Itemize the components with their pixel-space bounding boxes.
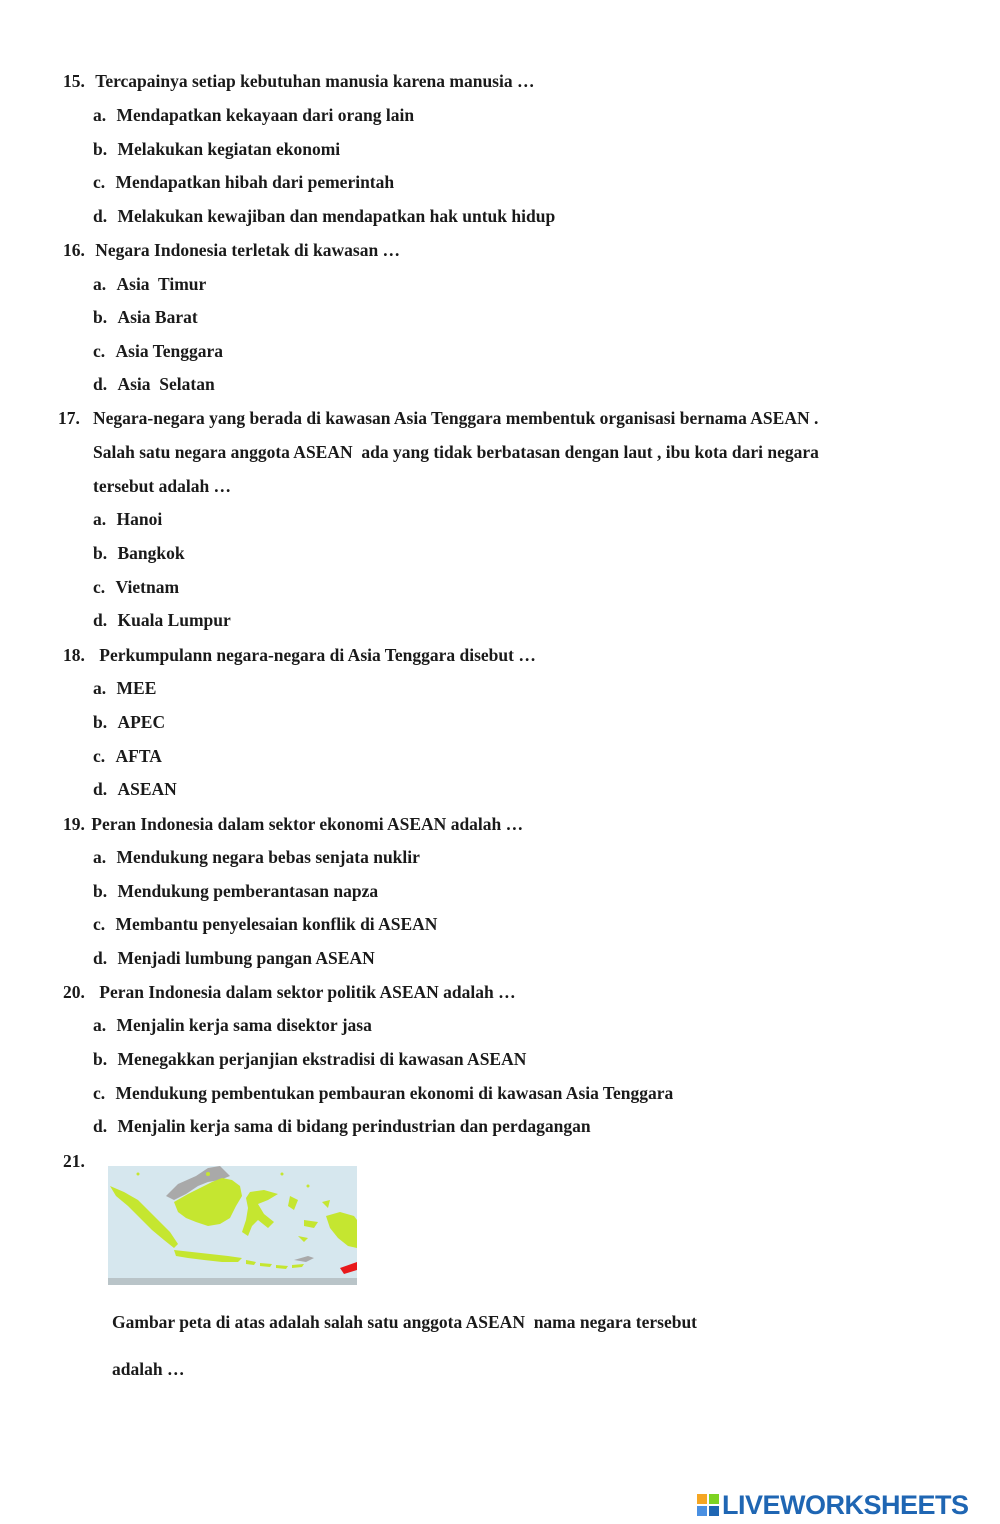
option-20-b[interactable]: [93, 1048, 526, 1070]
java-island: [174, 1250, 242, 1262]
question-number: 18.: [63, 645, 85, 665]
question-text: Peran Indonesia dalam sektor politik ASEAN adalah …: [99, 982, 516, 1002]
option-18-c[interactable]: [93, 745, 162, 767]
option-letter: b.: [93, 881, 108, 901]
map-bottom-strip: [108, 1278, 357, 1285]
option-text: MEE: [116, 678, 157, 698]
sulawesi-island: [242, 1190, 278, 1236]
papua-island: [326, 1212, 357, 1248]
small-island: [137, 1173, 140, 1176]
option-letter: c.: [93, 577, 106, 597]
option-text: Hanoi: [116, 509, 163, 529]
option-20-a[interactable]: [93, 1014, 372, 1036]
option-text: Vietnam: [115, 577, 180, 597]
option-text: AFTA: [115, 746, 162, 766]
question-15: [63, 70, 535, 92]
option-text: Mendukung negara bebas senjata nuklir: [116, 847, 420, 867]
option-18-d[interactable]: [93, 778, 177, 800]
option-17-a[interactable]: [93, 508, 162, 530]
option-15-a[interactable]: [93, 104, 414, 126]
option-text: APEC: [117, 712, 166, 732]
option-text: Mendukung pembentukan pembauran ekonomi di kawasan Asia Tenggara: [115, 1083, 674, 1103]
option-letter: a.: [93, 1015, 107, 1035]
small-island: [307, 1185, 310, 1188]
option-17-c[interactable]: [93, 576, 179, 598]
option-letter: d.: [93, 206, 108, 226]
question-21-number: 21.: [63, 1151, 85, 1171]
logo-text: LIVEWORKSHEETS: [722, 1489, 969, 1520]
option-text: Asia Tenggara: [115, 341, 223, 361]
option-17-d[interactable]: [93, 609, 231, 631]
option-19-b[interactable]: [93, 880, 378, 902]
indonesia-map-svg: [108, 1166, 357, 1285]
question-17-line-2: Salah satu negara anggota ASEAN ada yang tidak berbatasan dengan laut , ibu kota dari negara: [93, 442, 819, 462]
option-letter: c.: [93, 746, 106, 766]
option-letter: c.: [93, 341, 106, 361]
option-letter: a.: [93, 509, 107, 529]
option-letter: a.: [93, 678, 107, 698]
question-text: Perkumpulann negara-negara di Asia Tenggara disebut …: [99, 645, 536, 665]
option-letter: c.: [93, 914, 106, 934]
question-21-line-2: adalah …: [112, 1359, 185, 1379]
option-text: Menjalin kerja sama di bidang perindustrian dan perdagangan: [117, 1116, 591, 1136]
option-text: Menegakkan perjanjian ekstradisi di kawasan ASEAN: [117, 1049, 527, 1069]
option-text: Kuala Lumpur: [117, 610, 231, 630]
option-16-d[interactable]: [93, 373, 215, 395]
option-17-b[interactable]: [93, 542, 185, 564]
option-letter: d.: [93, 1116, 108, 1136]
liveworksheets-logo: [697, 1490, 969, 1520]
timor-leste: [294, 1256, 314, 1262]
option-letter: d.: [93, 779, 108, 799]
option-text: ASEAN: [117, 779, 177, 799]
option-text: Mendapatkan kekayaan dari orang lain: [116, 105, 415, 125]
option-text: Melakukan kewajiban dan mendapatkan hak untuk hidup: [117, 206, 556, 226]
nusa-tenggara-islands: [246, 1260, 304, 1269]
option-19-c[interactable]: [93, 913, 437, 935]
option-18-a[interactable]: [93, 677, 156, 699]
option-16-b[interactable]: [93, 306, 198, 328]
option-text: Mendukung pemberantasan napza: [117, 881, 379, 901]
small-island: [281, 1173, 284, 1176]
option-text: Bangkok: [117, 543, 185, 563]
option-19-d[interactable]: [93, 947, 375, 969]
question-17-line-3: tersebut adalah …: [93, 476, 232, 496]
option-letter: a.: [93, 274, 107, 294]
option-18-b[interactable]: [93, 711, 165, 733]
option-text: Menjalin kerja sama disektor jasa: [116, 1015, 372, 1035]
question-18: [63, 644, 536, 666]
option-letter: a.: [93, 847, 107, 867]
option-20-c[interactable]: [93, 1082, 673, 1104]
option-letter: c.: [93, 1083, 106, 1103]
option-text: Mendapatkan hibah dari pemerintah: [115, 172, 395, 192]
option-text: Asia Timur: [116, 274, 207, 294]
option-16-a[interactable]: [93, 273, 206, 295]
option-text: Menjadi lumbung pangan ASEAN: [117, 948, 375, 968]
question-number: 16.: [63, 240, 85, 260]
option-letter: b.: [93, 712, 108, 732]
option-letter: b.: [93, 139, 108, 159]
option-letter: c.: [93, 172, 106, 192]
option-text: Membantu penyelesaian konflik di ASEAN: [115, 914, 438, 934]
option-letter: b.: [93, 1049, 108, 1069]
question-number: 19.: [63, 814, 85, 834]
question-text: Tercapainya setiap kebutuhan manusia karena manusia …: [95, 71, 535, 91]
option-letter: d.: [93, 948, 108, 968]
option-15-c[interactable]: [93, 171, 394, 193]
small-island: [206, 1172, 210, 1176]
question-19: [63, 813, 523, 835]
question-number: 15.: [63, 71, 85, 91]
question-16: [63, 239, 400, 261]
question-21-line-1: Gambar peta di atas adalah salah satu anggota ASEAN nama negara tersebut: [112, 1312, 698, 1332]
option-16-c[interactable]: [93, 340, 223, 362]
option-letter: b.: [93, 307, 108, 327]
option-text: Asia Selatan: [117, 374, 215, 394]
maluku-islands: [288, 1196, 330, 1242]
option-letter: d.: [93, 610, 108, 630]
option-15-b[interactable]: [93, 138, 340, 160]
question-number: 20.: [63, 982, 85, 1002]
question-17-number: 17.: [58, 408, 80, 428]
question-text: Negara Indonesia terletak di kawasan …: [95, 240, 401, 260]
question-text: Peran Indonesia dalam sektor ekonomi ASEAN adalah …: [91, 814, 524, 834]
option-letter: b.: [93, 543, 108, 563]
indonesia-map-image: [108, 1166, 357, 1285]
highlight-region: [340, 1262, 357, 1274]
option-letter: d.: [93, 374, 108, 394]
option-20-d[interactable]: [93, 1115, 591, 1137]
liveworksheets-logo-icon: [697, 1494, 719, 1516]
question-17-line-1: Negara-negara yang berada di kawasan Asia Tenggara membentuk organisasi bernama ASEAN .: [93, 408, 819, 428]
option-text: Asia Barat: [117, 307, 198, 327]
option-letter: a.: [93, 105, 107, 125]
option-text: Melakukan kegiatan ekonomi: [117, 139, 341, 159]
option-19-a[interactable]: [93, 846, 420, 868]
option-15-d[interactable]: [93, 205, 555, 227]
question-20: [63, 981, 516, 1003]
